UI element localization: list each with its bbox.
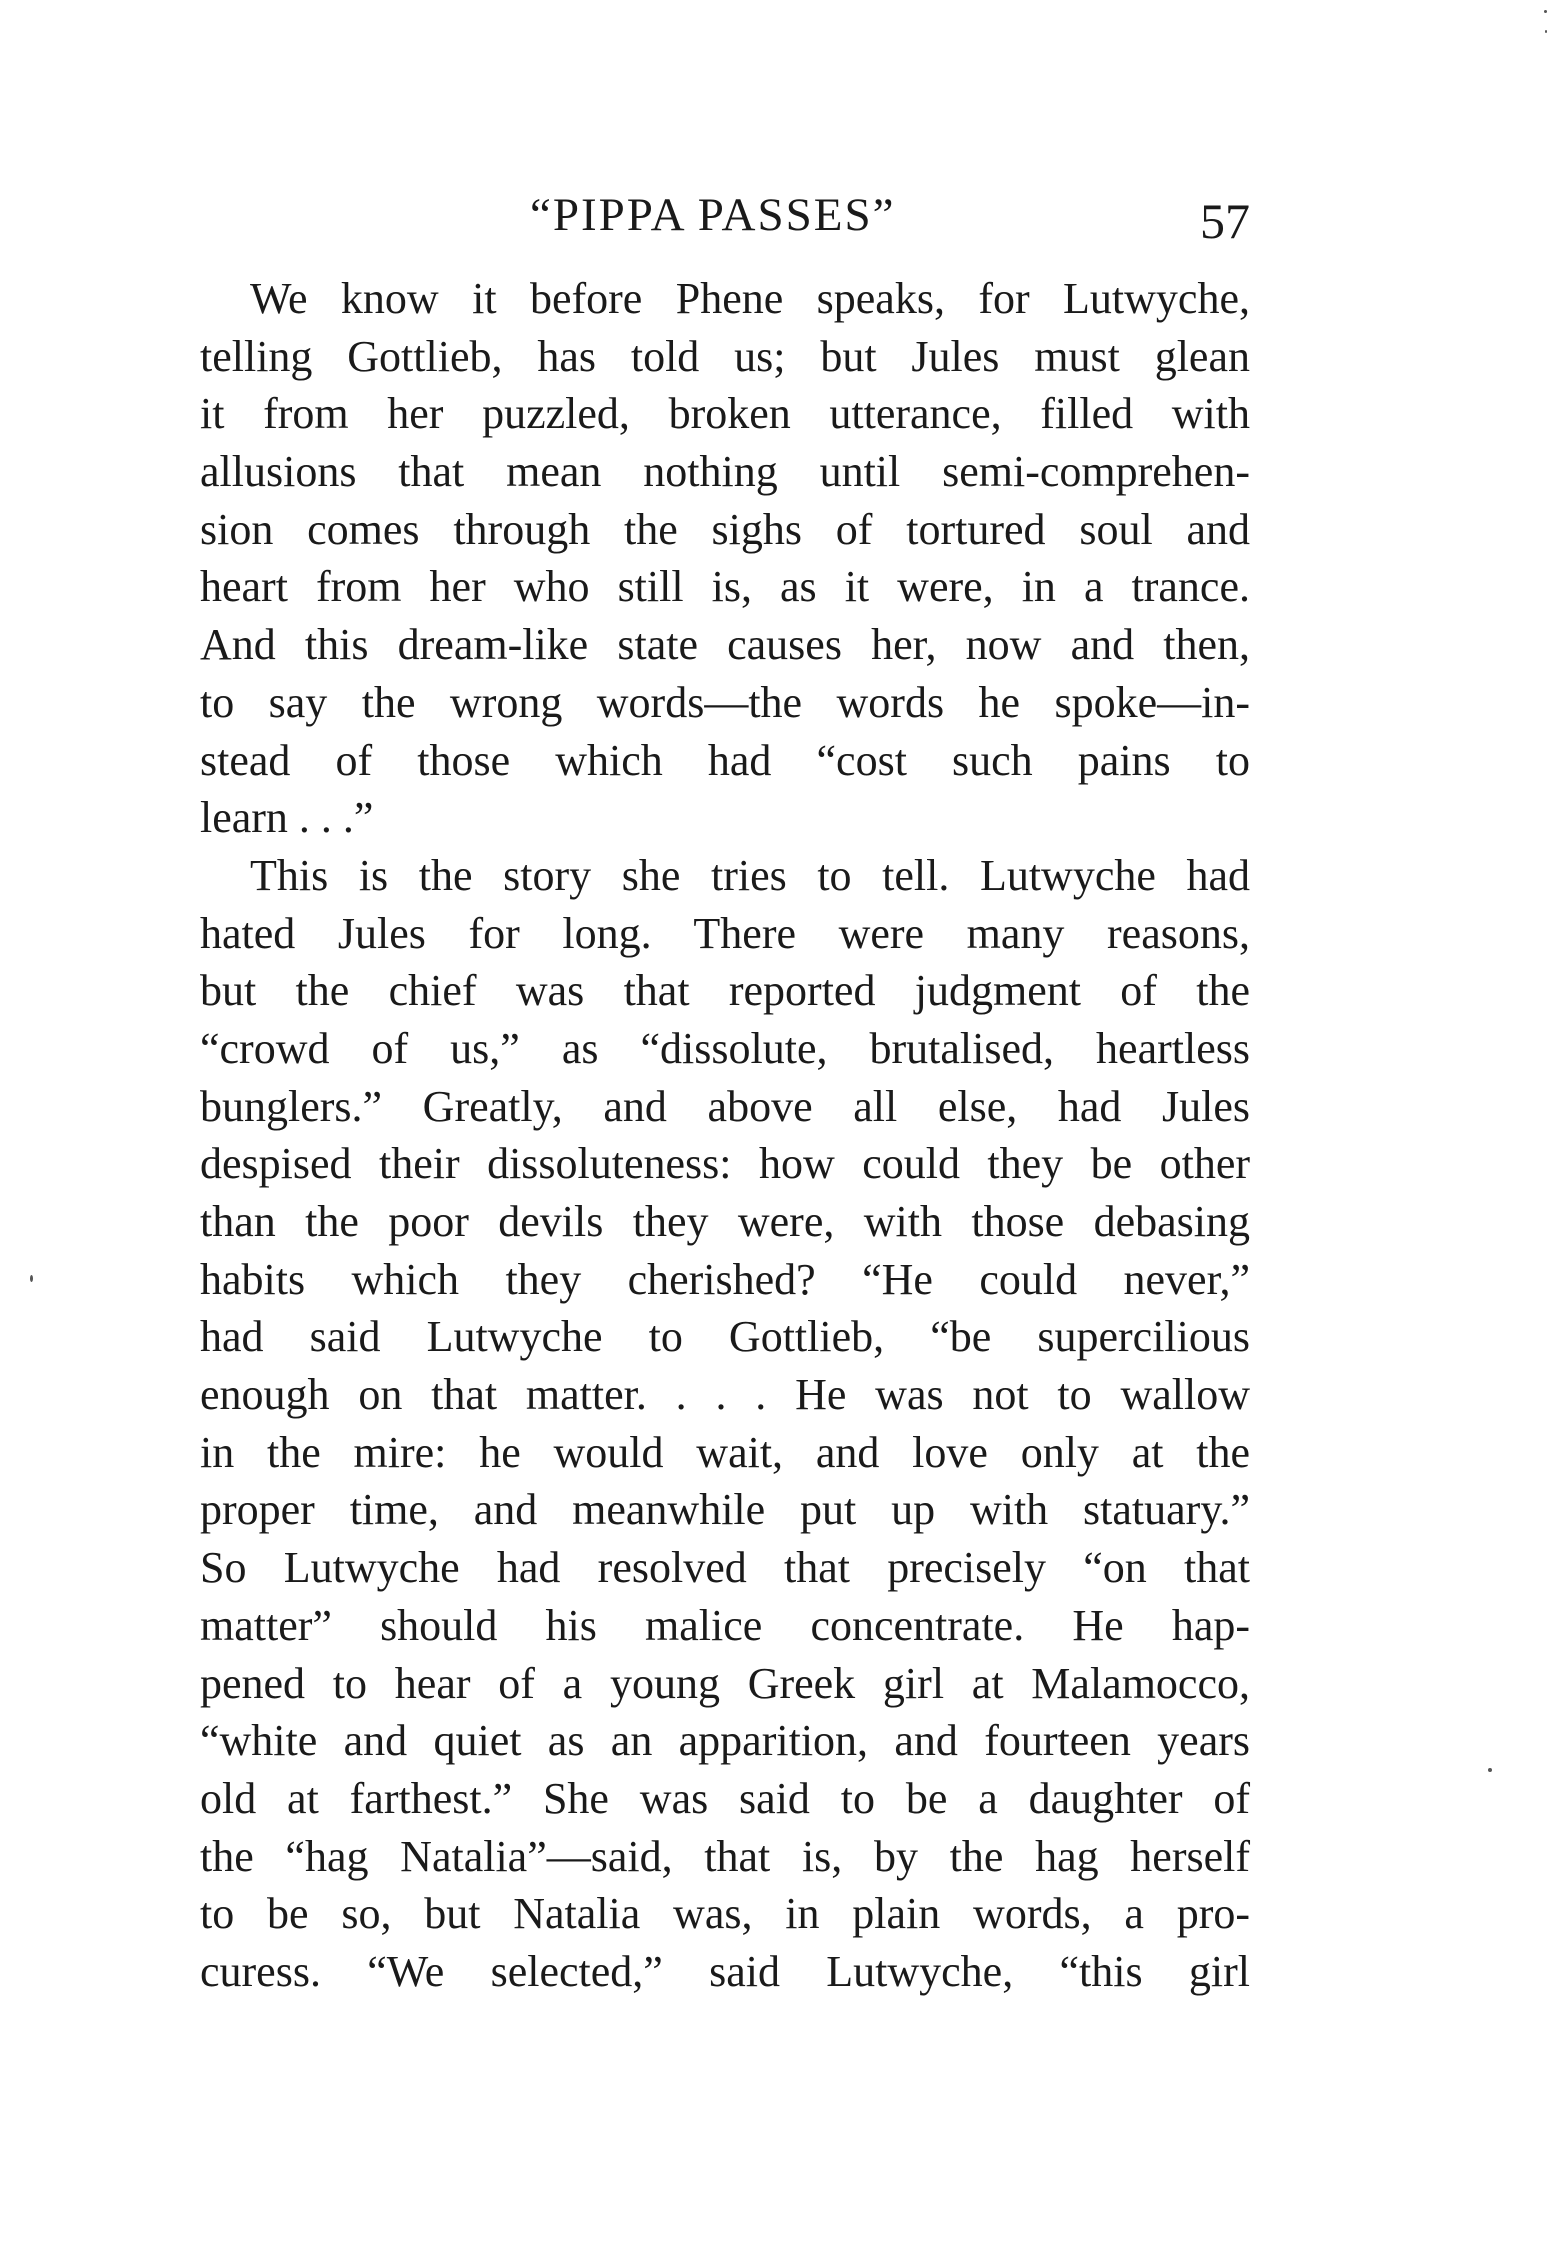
text-line: This is the story she tries to tell. Lutwyche had [250,850,1250,900]
text-line: enough on that matter. . . . He was not to wallow [200,1370,1250,1420]
text-line: telling Gottlieb, has told us; but Jules must glean [200,331,1250,381]
text-line: proper time, and meanwhile put up with statuary.” [200,1485,1250,1535]
text-line: learn . . .” [200,793,374,843]
running-head [200,188,1250,258]
running-title: “PIPPA PASSES” [530,189,896,241]
scan-speck [1545,30,1547,33]
text-line: hated Jules for long. There were many reasons, [200,908,1250,958]
text-line: “white and quiet as an apparition, and fourteen years [200,1716,1250,1766]
text-line: “crowd of us,” as “dissolute, brutalised, heartless [200,1023,1250,1073]
text-line: it from her puzzled, broken utterance, filled with [200,389,1250,439]
text-line: pened to hear of a young Greek girl at Malamocco, [200,1658,1250,1708]
page-number: 57 [1200,193,1250,249]
text-line: to say the wrong words—the words he spoke—in- [200,677,1250,727]
body-text [200,270,1250,2001]
scan-speck [1488,1768,1492,1772]
scan-speck [1544,10,1547,13]
paragraph [200,270,1250,847]
text-line: We know it before Phene speaks, for Lutwyche, [250,274,1250,323]
text-line: bunglers.” Greatly, and above all else, had Jules [200,1081,1250,1131]
text-line: matter” should his malice concentrate. He hap- [200,1600,1250,1650]
text-line: stead of those which had “cost such pains to [200,735,1250,785]
text-line: habits which they cherished? “He could never,” [200,1254,1250,1304]
text-line: curess. “We selected,” said Lutwyche, “this girl [200,1946,1250,1996]
paragraph [200,847,1250,2001]
text-line: old at farthest.” She was said to be a daughter of [200,1773,1250,1823]
text-line: allusions that mean nothing until semi-comprehen- [200,447,1250,497]
scan-speck [30,1275,33,1282]
text-line: And this dream-like state causes her, now and then, [200,620,1250,670]
text-line: So Lutwyche had resolved that precisely “on that [200,1543,1250,1593]
text-line: despised their dissoluteness: how could they be other [200,1139,1250,1189]
text-line: had said Lutwyche to Gottlieb, “be supercilious [200,1312,1250,1362]
text-line: sion comes through the sighs of tortured soul and [200,504,1250,554]
text-line: to be so, but Natalia was, in plain words, a pro- [200,1889,1250,1939]
text-line: in the mire: he would wait, and love only at the [200,1427,1250,1477]
text-line: the “hag Natalia”—said, that is, by the hag herself [200,1831,1250,1881]
text-line: heart from her who still is, as it were, in a trance. [200,562,1250,612]
text-line: than the poor devils they were, with those debasing [200,1197,1250,1246]
text-line: but the chief was that reported judgment of the [200,966,1250,1016]
